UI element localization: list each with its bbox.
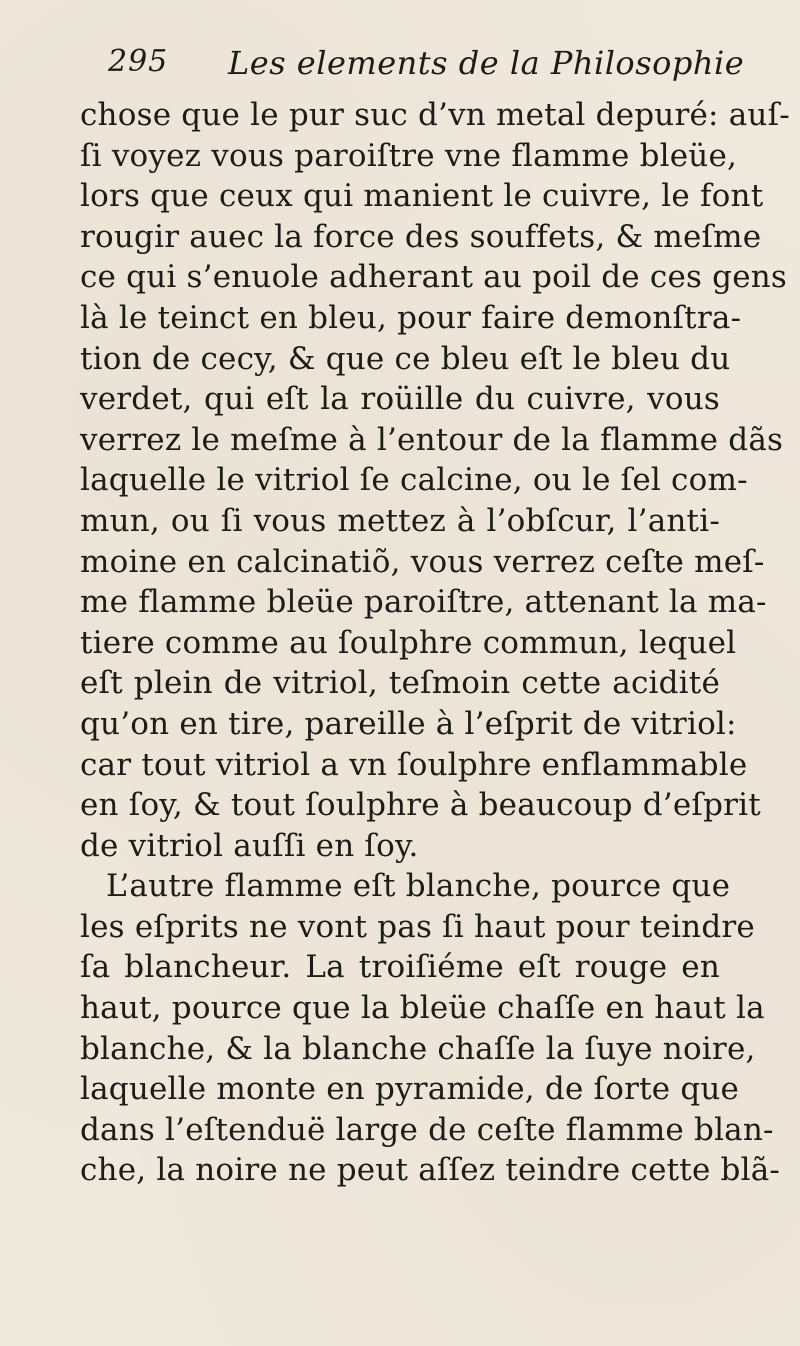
text-line: chose que le pur suc d’vn metal depuré: auſ- [80, 97, 790, 133]
text-line: en ſoy, & tout ſoulphre à beaucoup d’eſprit [80, 787, 761, 824]
text-line: lors que ceux qui manient le cuivre, le font [80, 178, 764, 215]
text-line: che, la noire ne peut aſſez teindre cette blã- [80, 1152, 781, 1189]
text-line: de vitriol auſſi en ſoy. [80, 827, 419, 864]
body-text [80, 95, 790, 1191]
text-line: tiere comme au ſoulphre commun, lequel [80, 624, 737, 661]
page-number: 295 [108, 44, 169, 79]
text-line: haut, pource que la bleüe chaſſe en haut la [80, 990, 765, 1027]
text-line: dans l’eſtenduë large de ceſte flamme blan- [80, 1111, 774, 1148]
text-line: verdet, qui eſt la roüille du cuivre, vous [80, 381, 720, 418]
text-line: là le teinct en bleu, pour faire demonſtra- [80, 299, 742, 336]
text-line: blanche, & la blanche chaſſe la ſuye noire, [80, 1030, 756, 1067]
text-line: moine en calcinatiõ, vous verrez ceſte meſ- [80, 543, 765, 580]
text-line: eſt plein de vitriol, teſmoin cette acidité [80, 665, 720, 702]
text-line: laquelle le vitriol ſe calcine, ou le ſel com- [80, 462, 748, 499]
text-line: ſa blancheur. La troiſiéme eſt rouge en [80, 949, 720, 986]
text-line: car tout vitriol a vn ſoulphre enflammable [80, 746, 748, 783]
text-line: mun, ou ſi vous mettez à l’obſcur, l’anti- [80, 502, 720, 539]
text-line: verrez le meſme à l’entour de la flamme dãs [80, 421, 784, 458]
text-line: ſi voyez vous paroiſtre vne flamme bleüe, [80, 137, 738, 174]
running-head [108, 40, 748, 90]
running-title: Les elements de la Philosophie [228, 44, 745, 82]
text-line: laquelle monte en pyramide, de ſorte que [80, 1071, 740, 1108]
text-line: me flamme bleüe paroiſtre, attenant la ma- [80, 584, 767, 621]
text-line: qu’on en tire, pareille à l’eſprit de vitriol: [80, 705, 737, 742]
text-line: rougir auec la force des souffets, & meſme [80, 218, 762, 255]
text-line: ce qui s’enuole adherant au poil de ces gens [80, 259, 788, 296]
text-line-paragraph-start: L’autre flamme eſt blanche, pource que [106, 868, 731, 905]
text-line: les eſprits ne vont pas ſi haut pour teindre [80, 908, 755, 945]
text-line: tion de cecy, & que ce bleu eſt le bleu du [80, 340, 731, 377]
